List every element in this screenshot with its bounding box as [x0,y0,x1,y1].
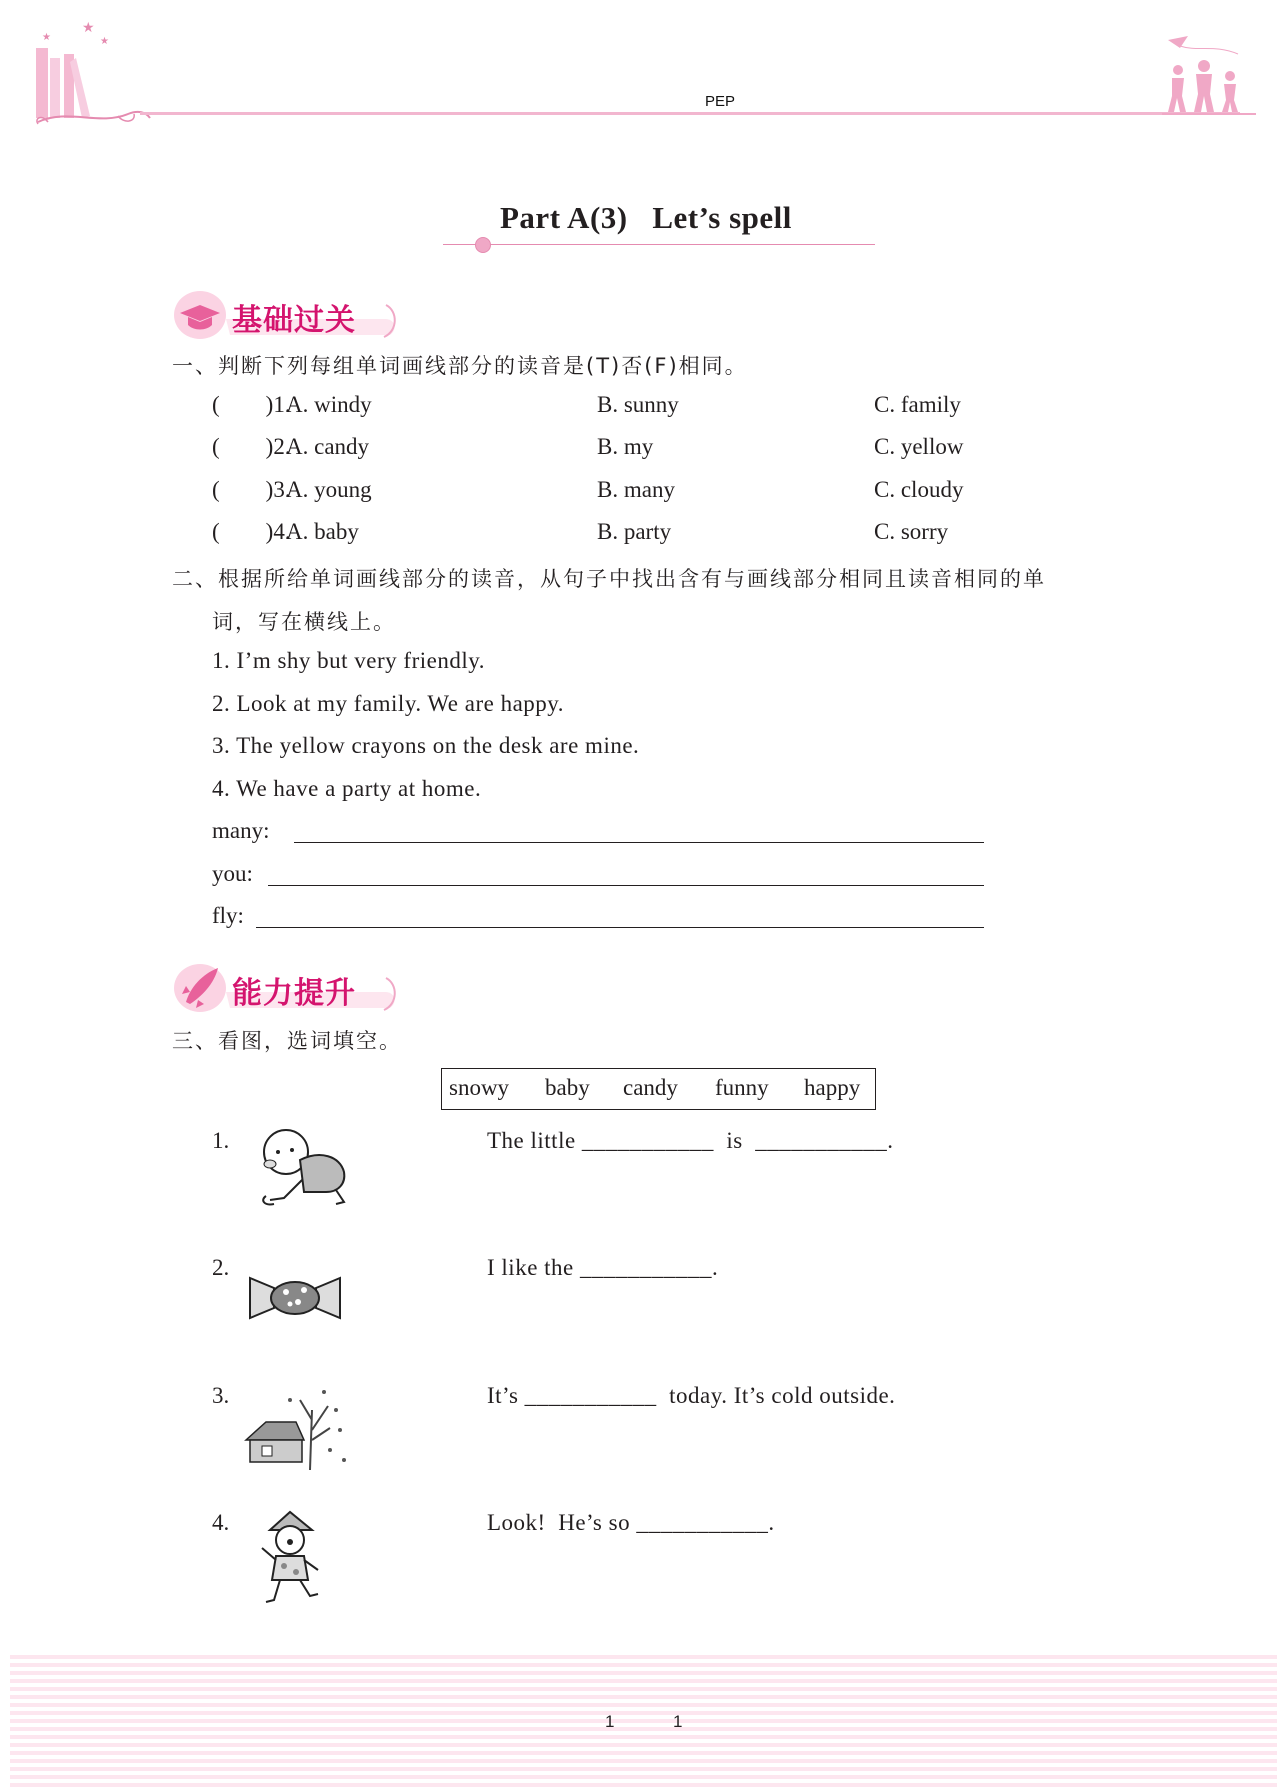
fill-word: many: [212,818,270,843]
page-title: Part A(3) Let’s spell [500,200,792,235]
svg-text:★: ★ [42,32,51,43]
header-rule [140,112,1240,115]
crawling-baby-icon [240,1120,360,1220]
kids-kite-icon [1158,32,1258,117]
answer-bracket[interactable]: ( )4. [212,519,291,544]
section-basic-badge [170,285,400,341]
word-bank-item: funny [715,1075,769,1100]
q1-row [212,477,1112,509]
word-bank-item: happy [804,1075,861,1100]
answer-bracket[interactable]: ( )1. [212,392,291,417]
svg-text:★: ★ [100,36,109,47]
fill-word: fly: [212,903,244,928]
word-bank [441,1068,876,1110]
option-b: B. my [597,434,654,459]
section-advanced-badge [170,958,400,1014]
q1-row [212,434,1112,466]
option-a: A. candy [286,434,370,459]
answer-bracket[interactable]: ( )3. [212,477,291,502]
q2-sentence: 4. We have a party at home. [212,776,482,801]
word-bank-item: candy [623,1075,678,1100]
q3-sentence: Look! He’s so ___________. [487,1510,775,1535]
q3-item-number: 4. [212,1510,230,1535]
q3-sentence: It’s ___________ today. It’s cold outside. [487,1383,896,1408]
answer-bracket[interactable]: ( )2. [212,434,291,459]
q2-sentence: 3. The yellow crayons on the desk are mine. [212,733,640,758]
q2-sentence: 1. I’m shy but very friendly. [212,648,485,673]
header-books-decoration [28,18,158,133]
clown-icon [240,1508,360,1608]
title-dot [475,237,491,253]
answer-line[interactable] [256,927,984,928]
q1-heading: 一、判断下列每组单词画线部分的读音是(T)否(F)相同。 [172,354,748,378]
answer-line[interactable] [268,885,984,886]
fill-word: you: [212,861,253,886]
option-a: A. young [286,477,372,502]
svg-text:★: ★ [82,20,95,36]
option-c: C. family [874,392,961,417]
word-bank-item: snowy [449,1075,510,1100]
answer-line[interactable] [294,842,984,843]
q3-sentence: I like the ___________. [487,1255,719,1280]
option-a: A. baby [286,519,359,544]
q3-heading: 三、看图，选词填空。 [172,1029,402,1053]
wrapped-candy-icon [240,1258,360,1358]
q3-sentence: The little ___________ is ___________. [487,1128,894,1153]
option-c: C. sorry [874,519,949,544]
option-b: B. party [597,519,672,544]
q3-item-number: 3. [212,1383,230,1408]
option-c: C. yellow [874,434,964,459]
q2-heading-continued: 词，写在横线上。 [212,610,396,634]
section-advanced-label: 能力提升 [232,976,356,1011]
q2-heading: 二、根据所给单词画线部分的读音，从句子中找出含有与画线部分相同且读音相同的单 [172,567,1046,591]
header-label: PEP [705,93,736,110]
title-underline [443,244,875,245]
page-number: 1 [673,1712,683,1731]
option-b: B. sunny [597,392,679,417]
q1-row [212,519,1112,551]
word-bank-item: baby [545,1075,590,1100]
q1-row [212,392,1112,424]
page-number: 1 [605,1712,615,1731]
footer-band [10,1655,1277,1789]
option-a: A. windy [286,392,372,417]
q2-sentence: 2. Look at my family. We are happy. [212,691,565,716]
q3-item-number: 1. [212,1128,230,1153]
section-basic-label: 基础过关 [232,303,356,338]
snowy-house-icon [240,1380,360,1480]
option-c: C. cloudy [874,477,964,502]
q3-item-number: 2. [212,1255,230,1280]
option-b: B. many [597,477,675,502]
